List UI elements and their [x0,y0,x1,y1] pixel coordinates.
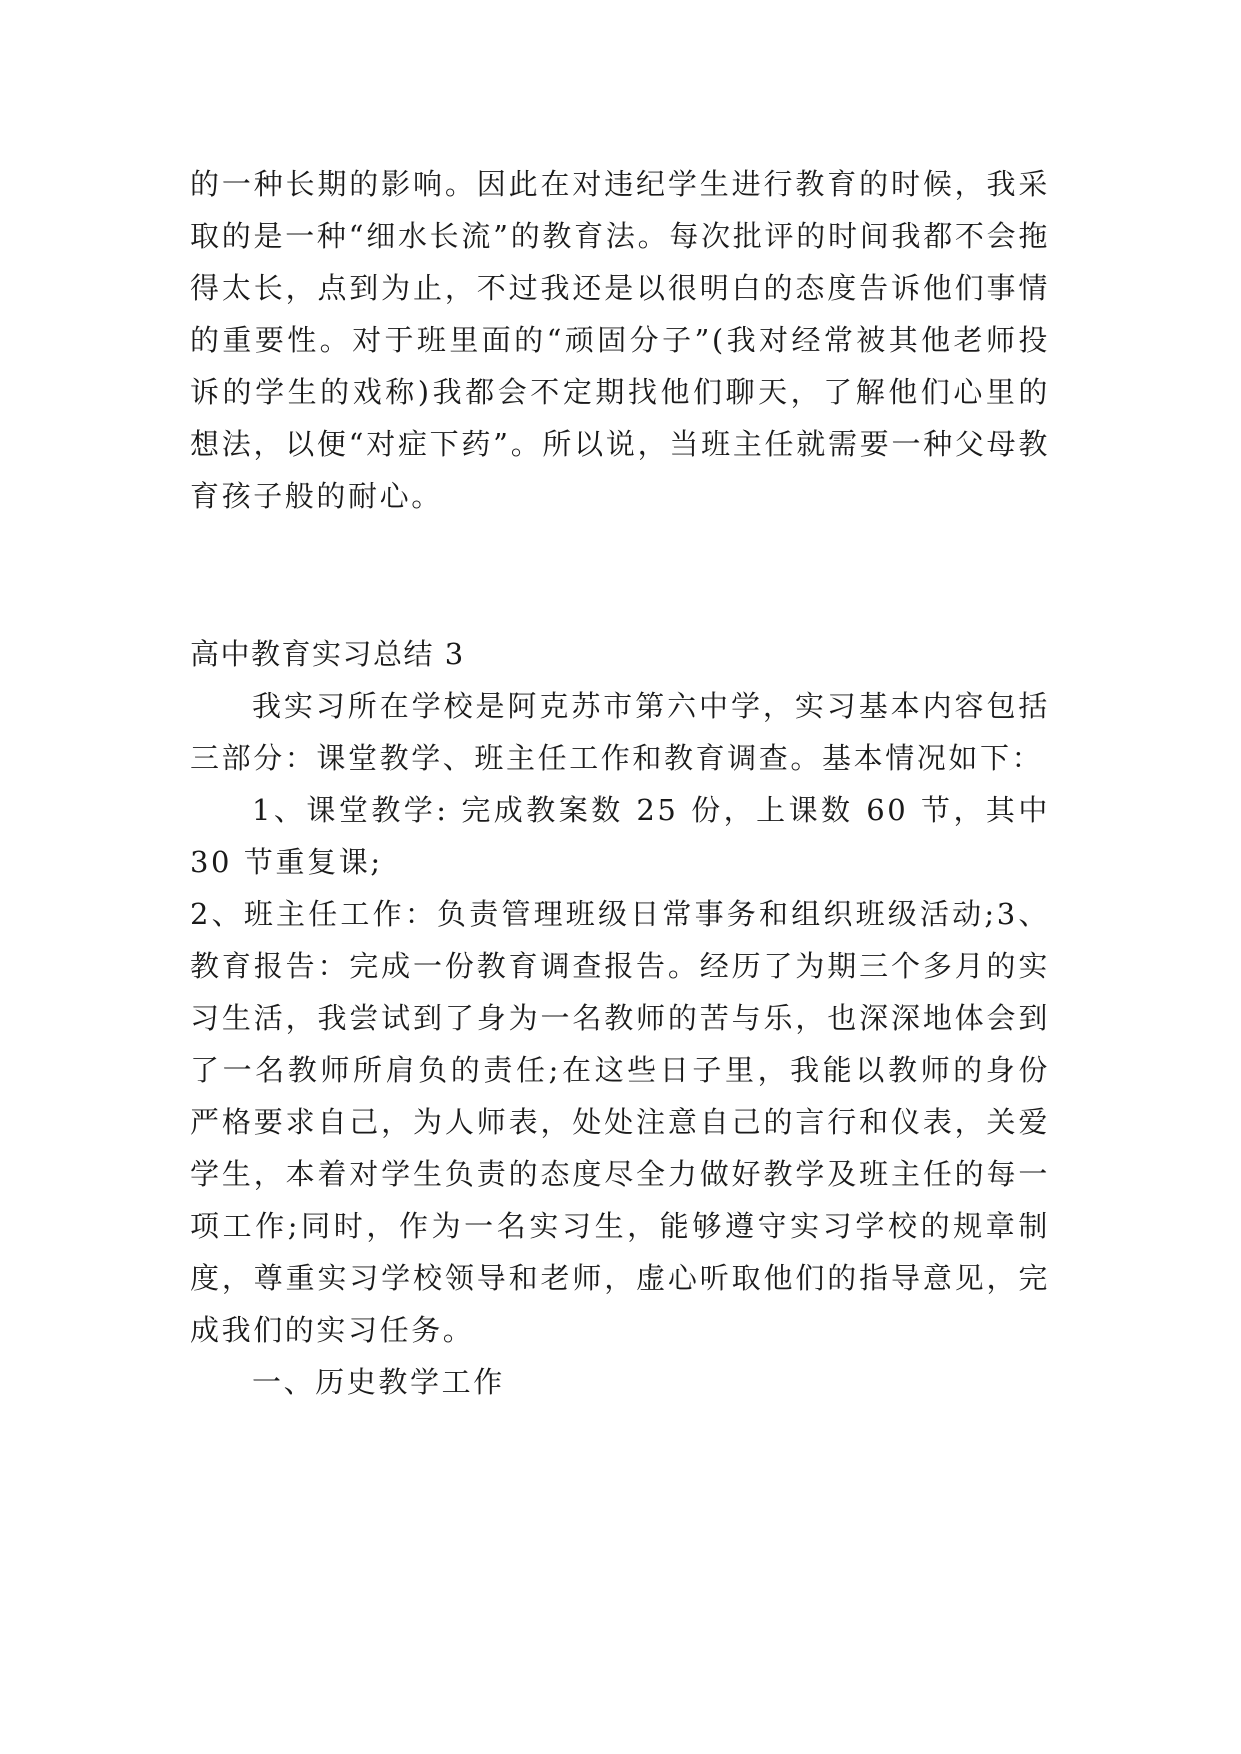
section-heading: 高中教育实习总结 3 [190,637,465,671]
paragraph-item-2: 2、班主任工作：负责管理班级日常事务和组织班级活动;3、教育报告：完成一份教育调查报告。经历了为期三个多月的实习生活，我尝试到了身为一名教师的苦与乐，也深深地体会到了一名教师所肩负的责任;在这些日子里，我能以教师的身份严格要求自己，为人师表，处处注意自己的言行和仪表，关爱学生，本着对学生负责的态度尽全力做好教学及班主任的每一项工作;同时，作为一名实习生，能够遵守实习学校的规章制度，尊重实习学校领导和老师，虚心听取他们的指导意见，完成我们的实习任务。 [190,897,1050,1347]
paragraph-intro: 我实习所在学校是阿克苏市第六中学，实习基本内容包括三部分：课堂教学、班主任工作和教育调查。基本情况如下： [190,689,1050,775]
subsection-heading: 一、历史教学工作 [252,1365,505,1399]
paragraph-continuation: 的一种长期的影响。因此在对违纪学生进行教育的时候，我采取的是一种“细水长流”的教育法。每次批评的时间我都不会拖得太长，点到为止，不过我还是以很明白的态度告诉他们事情的重要性。对于班里面的“顽固分子”(我对经常被其他老师投诉的学生的戏称)我都会不定期找他们聊天，了解他们心里的想法，以便“对症下药”。所以说，当班主任就需要一种父母教育孩子般的耐心。 [190,167,1050,513]
section-spacer [190,522,1050,628]
paragraph-item-1: 1、课堂教学: 完成教案数 25 份，上课数 60 节，其中 30 节重复课; [190,793,1050,879]
document-body [190,158,1050,1408]
